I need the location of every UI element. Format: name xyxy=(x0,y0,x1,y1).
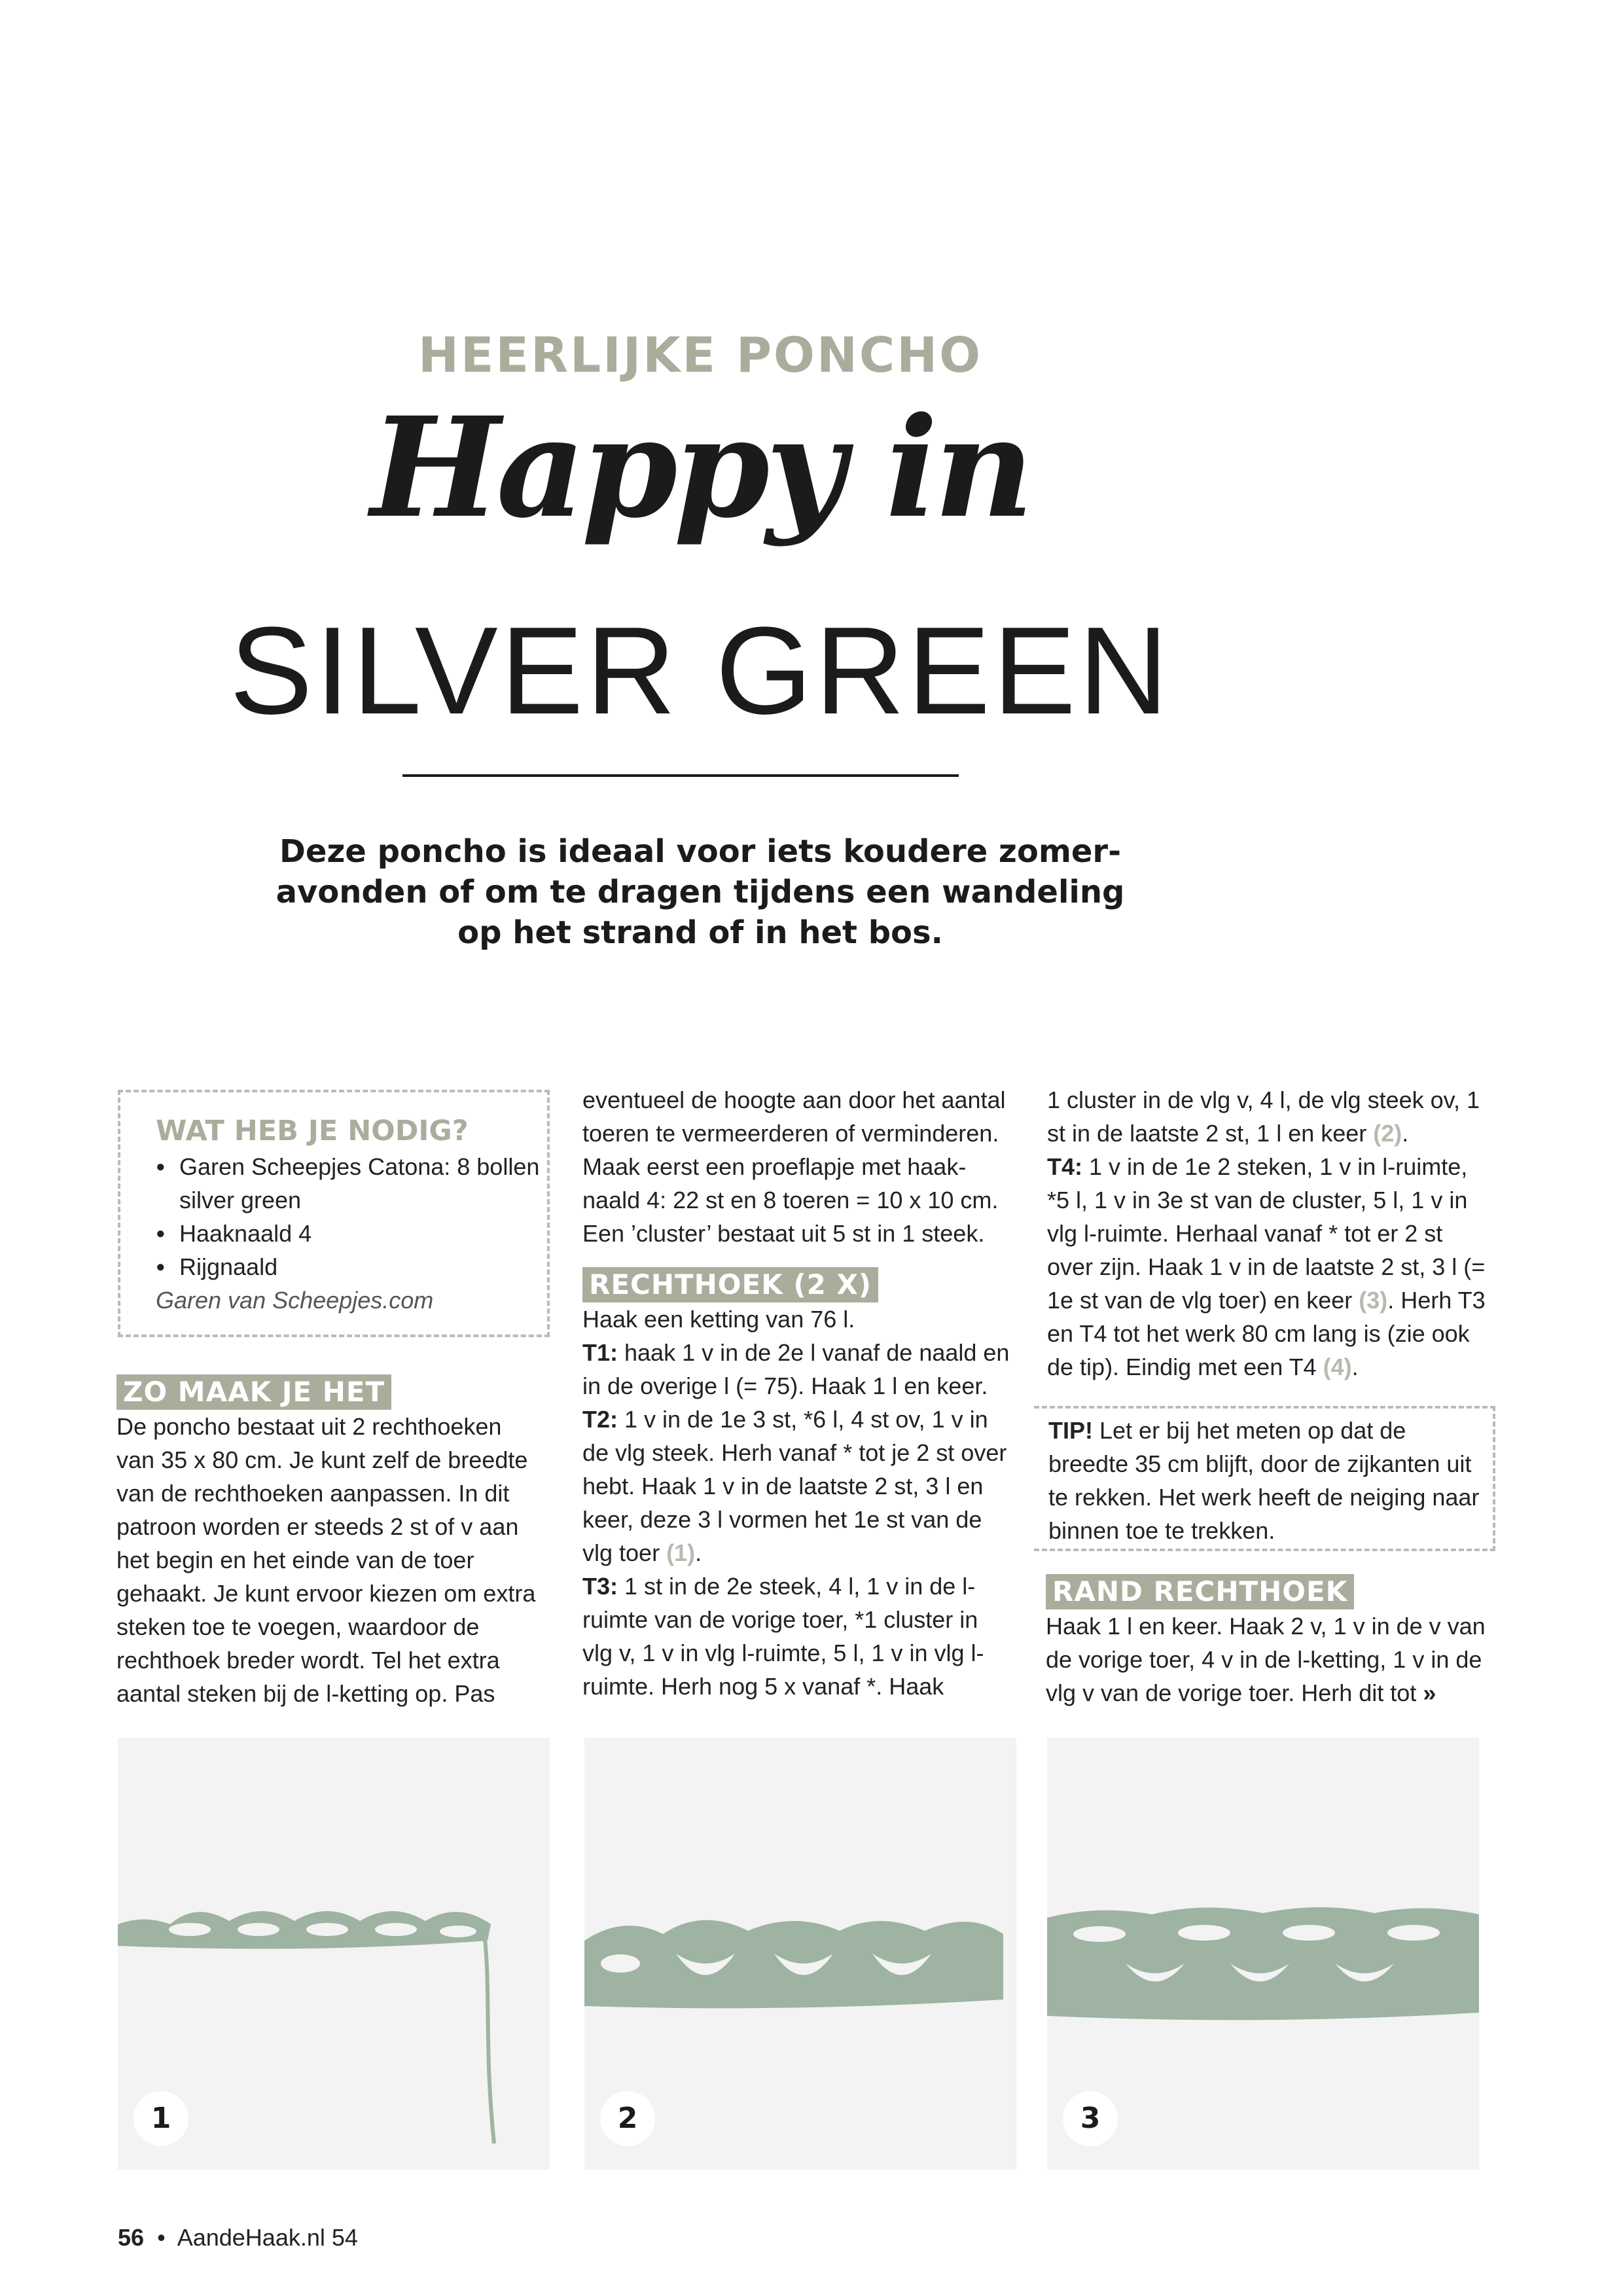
section-heading-rechthoek: RECHTHOEK (2 X) xyxy=(582,1267,878,1302)
intro-text: Deze poncho is ideaal voor iets koudere zomer-avonden of om te dragen tijdens een wandeling op het strand of in het bos. xyxy=(276,833,1125,951)
materials-list xyxy=(156,1150,547,1283)
photo-reference: (2) xyxy=(1373,1120,1402,1147)
row-text: 1 v in de 1e 3 st, *6 l, 4 st ov, 1 v in de vlg steek. Herh vanaf * tot je 2 st over hebt. Haak 1 v in de laatste 2 st, 3 l en keer, deze 3 l vormen het 1e st van de vlg toer xyxy=(582,1406,1007,1566)
row-label: T3: xyxy=(582,1573,618,1600)
script-title: Happy in xyxy=(370,387,1030,548)
row-label: T4: xyxy=(1047,1153,1082,1180)
page-title: SILVER GREEN xyxy=(229,601,1171,740)
row-instruction: T2: 1 v in de 1e 3 st, *6 l, 4 st ov, 1 v in de vlg steek. Herh vanaf * tot je 2 st over hebt. Haak 1 v in de laatste 2 st, 3 l en keer, deze 3 l vormen het 1e st van de vlg toer (1). xyxy=(582,1406,1007,1566)
continue-arrow: » xyxy=(1423,1679,1436,1706)
title-divider xyxy=(402,774,959,777)
kicker: HEERLIJKE PONCHO xyxy=(418,327,983,384)
column-1 xyxy=(116,1374,542,1710)
materials-heading: WAT HEB JE NODIG? xyxy=(156,1115,469,1147)
footer-source: AandeHaak.nl 54 xyxy=(177,2224,358,2251)
materials-box xyxy=(118,1090,550,1337)
column-2 xyxy=(582,1083,1014,1703)
photo-reference: (3) xyxy=(1359,1287,1388,1314)
page-footer xyxy=(118,2224,358,2251)
photo-number-badge: 3 xyxy=(1063,2091,1118,2146)
row-text: 1 v in de 1e 2 steken, 1 v in l-ruimte, *5 l, 1 v in 3e st van de cluster, 5 l, 1 v in vlg l-ruimte. Herhaal vanaf * tot er 2 st over zijn. Haak 1 v in de laatste 2 st, 3 l (= 1e st van de vlg toer) en keer xyxy=(1047,1153,1486,1314)
section-heading-rand-rechthoek: RAND RECHTHOEK xyxy=(1046,1574,1354,1609)
body-text: De poncho bestaat uit 2 rechthoeken van 35 x 80 cm. Je kunt zelf de breedte van de rechthoeken aanpassen. In dit patroon worden er steeds 2 st of v aan het begin en het einde van de toer gehaakt. Je kunt ervoor kiezen om extra steken toe te voegen, waardoor de rechthoek breder wordt. Tel het extra aantal steken bij de l-ketting op. Pas xyxy=(116,1413,536,1707)
tip-box xyxy=(1034,1406,1495,1551)
photo-reference: (4) xyxy=(1323,1354,1352,1380)
row-text: Herh T3 en T4 tot het werk 80 cm lang is (zie ook de tip). Eindig met een T4 xyxy=(1047,1287,1486,1380)
row-text: 1 cluster in de vlg v, 4 l, de vlg steek ov, 1 st in de laatste 2 st, 1 l en keer xyxy=(1047,1086,1480,1147)
crochet-photo-2 xyxy=(584,1738,1016,2170)
footer-separator: • xyxy=(157,2224,166,2251)
yarn-credit: Garen van Scheepjes.com xyxy=(156,1287,434,1314)
photo-number-badge: 2 xyxy=(600,2091,655,2146)
body-text: Haak 1 l en keer. Haak 2 v, 1 v in de v van de vorige toer, 4 v in de l-ketting, 1 v in de vlg v van de vorige toer. Herh dit tot » xyxy=(1046,1613,1486,1706)
body-text: eventueel de hoogte aan door het aantal toeren te vermeerderen of verminderen. Maak eerst een proeflapje met haak-naald 4: 22 st en 8 toeren = 10 x 10 cm. Een ’cluster’ bestaat uit 5 st in 1 steek. xyxy=(582,1086,1006,1247)
list-item: ● Haaknaald 4 xyxy=(156,1217,547,1250)
section-heading-zo-maak-je-het: ZO MAAK JE HET xyxy=(116,1374,391,1410)
body-text: Haak een ketting van 76 l. xyxy=(582,1306,855,1333)
photo-reference: (1) xyxy=(666,1539,696,1566)
row-text: 1 st in de 2e steek, 4 l, 1 v in de l-ruimte van de vorige toer, *1 cluster in vlg v, 1 v in vlg l-ruimte, 5 l, 1 v in vlg l-ruimte. Herh nog 5 x vanaf *. Haak xyxy=(582,1573,984,1700)
row-instruction: 1 cluster in de vlg v, 4 l, de vlg steek ov, 1 st in de laatste 2 st, 1 l en keer (2). xyxy=(1047,1086,1480,1147)
crochet-photo-3 xyxy=(1047,1738,1479,2170)
column-3 xyxy=(1047,1083,1492,1384)
tip-text: Let er bij het meten op dat de breedte 35 cm blijft, door de zijkanten uit te rekken. Het werk heeft de neiging naar binnen toe te trekken. xyxy=(1048,1417,1480,1544)
row-instruction xyxy=(582,1336,1014,1403)
row-instruction xyxy=(582,1570,1014,1703)
page-number: 56 xyxy=(118,2224,145,2251)
crochet-photo-1 xyxy=(118,1738,550,2170)
row-label: T2: xyxy=(582,1406,618,1433)
list-item: ● Garen Scheepjes Catona: 8 bollen silver green xyxy=(156,1150,547,1217)
photo-number-badge: 1 xyxy=(134,2091,188,2146)
row-instruction: T4: 1 v in de 1e 2 steken, 1 v in l-ruimte, *5 l, 1 v in 3e st van de cluster, 5 l, 1 v in vlg l-ruimte. Herhaal vanaf * tot er 2 st over zijn. Haak 1 v in de laatste 2 st, 3 l (= 1e st van de vlg toer) en keer (3). Herh T3 en T4 tot het werk 80 cm lang is (zie ook de tip). Eindig met een T4 (4). xyxy=(1047,1153,1486,1380)
list-item: ● Rijgnaald xyxy=(156,1250,547,1283)
column-3-rand xyxy=(1046,1574,1497,1710)
tip-label: TIP! xyxy=(1048,1417,1093,1444)
row-text: haak 1 v in de 2e l vanaf de naald en in de overige l (= 75). Haak 1 l en keer. xyxy=(582,1339,1010,1399)
row-label: T1: xyxy=(582,1339,618,1366)
